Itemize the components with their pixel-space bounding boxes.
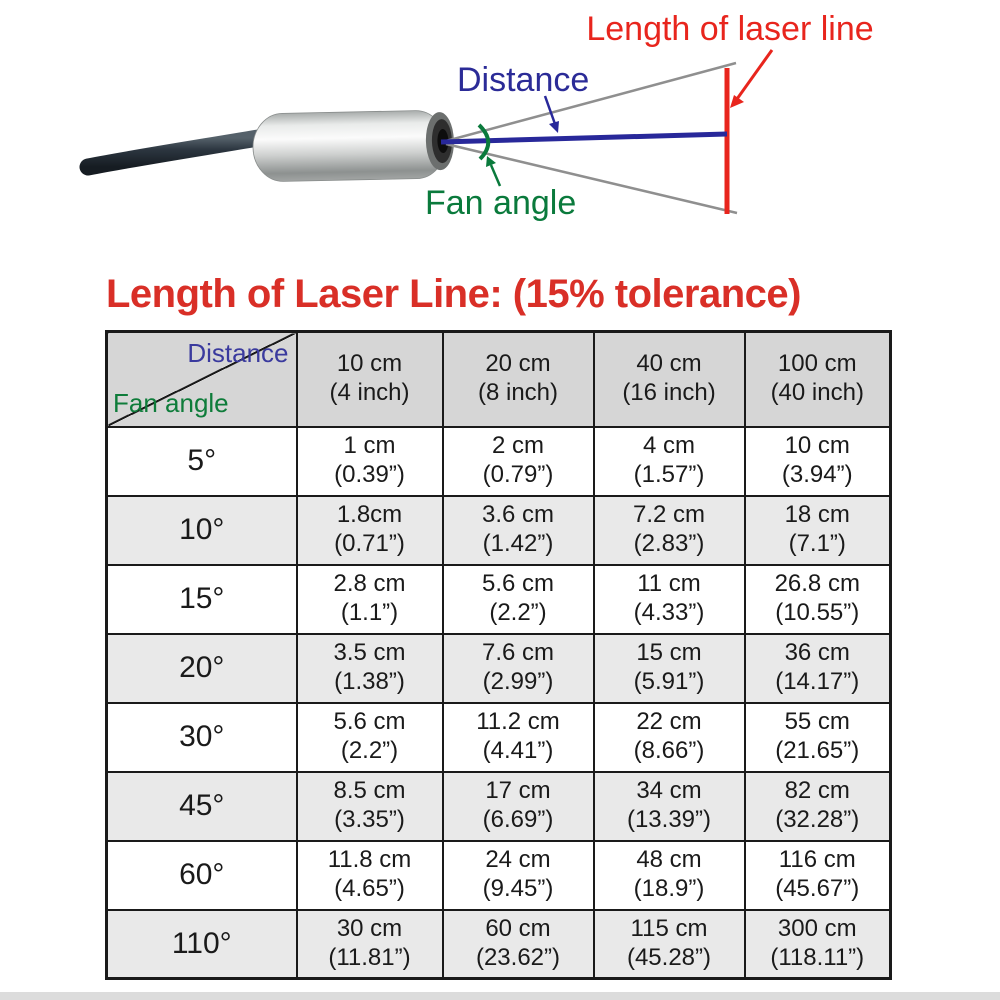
fan-angle-arrow — [486, 156, 500, 186]
bottom-divider — [0, 992, 1000, 1000]
column-header-10cm — [297, 332, 443, 427]
table-cell — [443, 841, 594, 910]
column-header-20cm — [443, 332, 594, 427]
table-cell — [443, 910, 594, 979]
table-cell — [745, 841, 891, 910]
cell-cm: 8.5 cm — [333, 777, 406, 805]
row-angle: 45° — [107, 772, 297, 841]
cell-inch: (3.94”) — [781, 461, 853, 488]
cell-inch: (45.67”) — [775, 875, 860, 902]
cell-inch: (9.45”) — [482, 875, 554, 902]
table-row — [107, 427, 891, 496]
cell-inch: (0.79”) — [482, 461, 554, 488]
cell-cm: 1.8cm — [336, 501, 403, 529]
table-cell — [745, 427, 891, 496]
cell-inch: (2.2”) — [340, 737, 399, 764]
table-cell — [594, 565, 745, 634]
laser-diagram — [0, 0, 1000, 270]
cell-inch: (14.17”) — [775, 668, 860, 695]
table-row — [107, 565, 891, 634]
table-cell — [297, 910, 443, 979]
cell-inch: (2.83”) — [633, 530, 705, 557]
table-cell — [745, 565, 891, 634]
cell-cm: 116 cm — [778, 846, 856, 874]
cell-cm: 82 cm — [784, 777, 850, 805]
cell-inch: (7.1”) — [788, 530, 846, 557]
cell-inch: (4.65”) — [334, 875, 405, 902]
cell-cm: 300 cm — [777, 914, 857, 942]
cell-cm: 3.6 cm — [481, 501, 555, 529]
cell-cm: 15 cm — [636, 639, 702, 667]
row-angle: 20° — [107, 634, 297, 703]
column-header-40cm — [594, 332, 745, 427]
corner-fan-angle-label: Fan angle — [113, 387, 229, 418]
cell-inch: (11.81”) — [328, 943, 411, 971]
laser-module — [252, 110, 454, 182]
cell-inch: (4.41”) — [482, 737, 554, 764]
table-cell — [745, 910, 891, 979]
column-header-cm: 10 cm — [336, 350, 403, 378]
cell-inch: (1.42”) — [482, 530, 554, 557]
table-row — [107, 910, 891, 979]
cell-cm: 55 cm — [784, 708, 850, 736]
table-row — [107, 772, 891, 841]
table-cell — [297, 634, 443, 703]
table-row — [107, 496, 891, 565]
table-cell — [745, 634, 891, 703]
table-cell — [594, 772, 745, 841]
cell-cm: 22 cm — [636, 708, 702, 736]
table-cell — [297, 703, 443, 772]
cell-inch: (0.71”) — [334, 530, 405, 557]
column-header-cm: 20 cm — [485, 350, 551, 378]
cell-cm: 1 cm — [343, 432, 396, 460]
cell-cm: 7.2 cm — [632, 501, 706, 529]
cell-cm: 7.6 cm — [481, 639, 555, 667]
table-row — [107, 634, 891, 703]
table-row — [107, 841, 891, 910]
column-header-cm: 40 cm — [636, 350, 702, 378]
cell-inch: (118.11”) — [770, 943, 865, 971]
cell-inch: (5.91”) — [633, 668, 705, 695]
table-cell — [594, 841, 745, 910]
cell-inch: (2.99”) — [482, 668, 554, 695]
cell-cm: 36 cm — [784, 639, 850, 667]
table-cell — [297, 772, 443, 841]
column-header-inch: (8 inch) — [477, 379, 559, 407]
table-cell — [443, 772, 594, 841]
page-title: Length of Laser Line: (15% tolerance) — [106, 272, 801, 316]
cell-cm: 115 cm — [630, 914, 708, 942]
cell-cm: 24 cm — [485, 846, 551, 874]
cell-cm: 11.8 cm — [327, 846, 412, 874]
table-cell — [594, 496, 745, 565]
table-cell — [745, 703, 891, 772]
row-angle: 5° — [107, 427, 297, 496]
table-cell — [443, 703, 594, 772]
table-cell — [443, 634, 594, 703]
row-angle: 15° — [107, 565, 297, 634]
table-cell — [297, 841, 443, 910]
row-angle: 30° — [107, 703, 297, 772]
table-row — [107, 703, 891, 772]
table-cell — [594, 634, 745, 703]
cell-inch: (32.28”) — [775, 806, 860, 833]
cell-cm: 48 cm — [636, 846, 702, 874]
laser-cable — [88, 138, 258, 167]
corner-header-cell — [107, 332, 297, 427]
row-angle: 110° — [107, 910, 297, 979]
cell-inch: (45.28”) — [626, 943, 712, 971]
cell-cm: 18 cm — [784, 501, 850, 529]
column-header-100cm — [745, 332, 891, 427]
laser-line-arrow — [730, 50, 772, 108]
table-cell — [594, 910, 745, 979]
cell-cm: 4 cm — [642, 432, 695, 460]
cell-cm: 10 cm — [784, 432, 850, 460]
cell-inch: (21.65”) — [775, 737, 860, 764]
cell-inch: (18.9”) — [633, 875, 705, 902]
table-cell — [745, 496, 891, 565]
laser-line-table — [105, 330, 892, 980]
column-header-inch: (4 inch) — [329, 379, 410, 407]
cell-cm: 2.8 cm — [333, 570, 406, 598]
cell-cm: 17 cm — [485, 777, 551, 805]
table-cell — [443, 565, 594, 634]
cell-inch: (0.39”) — [334, 461, 405, 488]
table-cell — [297, 427, 443, 496]
corner-distance-label: Distance — [187, 338, 289, 368]
cell-inch: (10.55”) — [775, 599, 860, 626]
cell-inch: (1.1”) — [340, 599, 399, 626]
table-cell — [745, 772, 891, 841]
column-header-cm: 100 cm — [777, 350, 857, 378]
cell-inch: (3.35”) — [334, 806, 405, 833]
cell-cm: 11.2 cm — [476, 708, 560, 736]
header-row — [107, 332, 891, 427]
cell-inch: (2.2”) — [489, 599, 547, 626]
column-header-inch: (16 inch) — [622, 379, 716, 407]
row-angle: 60° — [107, 841, 297, 910]
cell-inch: (8.66”) — [633, 737, 705, 764]
cell-cm: 30 cm — [336, 914, 403, 942]
label-fan-angle: Fan angle — [425, 184, 577, 222]
cell-cm: 34 cm — [636, 777, 702, 805]
cell-cm: 26.8 cm — [774, 570, 860, 598]
table-cell — [297, 496, 443, 565]
cell-inch: (1.57”) — [633, 461, 705, 488]
distance-line — [441, 134, 727, 142]
table-cell — [443, 427, 594, 496]
table-cell — [594, 427, 745, 496]
table-cell — [297, 565, 443, 634]
label-length-of-laser-line: Length of laser line — [586, 10, 874, 48]
cell-inch: (4.33”) — [633, 599, 705, 626]
cell-cm: 5.6 cm — [481, 570, 555, 598]
table-cell — [594, 703, 745, 772]
cell-cm: 3.5 cm — [333, 639, 406, 667]
cell-cm: 5.6 cm — [333, 708, 406, 736]
cell-inch: (6.69”) — [482, 806, 554, 833]
row-angle: 10° — [107, 496, 297, 565]
cell-cm: 60 cm — [485, 914, 551, 942]
cell-inch: (23.62”) — [475, 943, 561, 971]
column-header-inch: (40 inch) — [770, 379, 864, 407]
label-distance: Distance — [457, 61, 590, 99]
table-cell — [443, 496, 594, 565]
cell-cm: 11 cm — [637, 570, 701, 598]
cell-inch: (1.38”) — [334, 668, 405, 695]
cell-inch: (13.39”) — [626, 806, 712, 833]
cell-cm: 2 cm — [491, 432, 544, 460]
